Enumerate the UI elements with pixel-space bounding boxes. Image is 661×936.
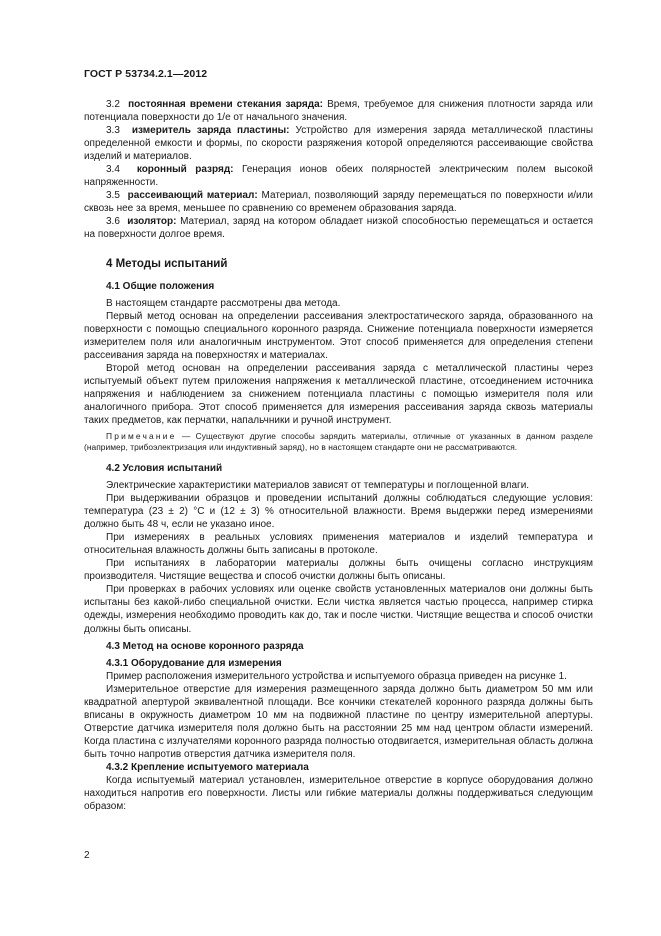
definition-3-2	[84, 98, 593, 124]
paragraph: В настоящем стандарте рассмотрены два метода.	[106, 297, 341, 309]
def-num: 3.4	[106, 164, 120, 176]
def-text: Устройство для измерения заряда металлической пластины определенной емкости и формы, по скорости разряжения которой определяются рассеивающие свойства изделий и материалов.	[84, 125, 594, 163]
section-4-2-title: 4.2 Условия испытаний	[106, 462, 223, 474]
def-num: 3.2	[106, 99, 120, 110]
def-num: 3.6	[106, 216, 120, 228]
section-4-1-title: 4.1 Общие положения	[106, 280, 215, 292]
def-term: рассеивающий материал:	[127, 190, 258, 202]
def-text: Генерация ионов обеих полярностей электрическим полем высокой напряженности.	[84, 164, 594, 189]
page-number: 2	[84, 850, 90, 861]
def-text: Время, требуемое для снижения плотности заряда или потенциала поверхности до 1/е от начального значения.	[84, 99, 594, 124]
def-term: изолятор:	[127, 216, 177, 228]
paragraph: Электрические характеристики материалов зависят от температуры и поглощенной влаги.	[106, 479, 530, 491]
paragraph: Второй метод основан на определении рассеивания заряда с металлической пластины через испытуемый объект путем приложения напряжения к металлической пластине, отсоединением источника напряжения и наблюдением за снижением потенциала пластины с помощью измерителя поля или аналогичного прибора. Этот способ применяется для измерения рассеивания заряда сквозь материалы таких предметов, как перчатки, напальчники и ручной инструмент.	[84, 362, 593, 426]
note	[84, 431, 593, 453]
standard-header: ГОСТ Р 53734.2.1—2012	[84, 68, 208, 80]
def-term: коронный разряд:	[136, 164, 234, 176]
note-text: — Существуют другие способы зарядить материалы, отличные от указанных в данном разделе (например, трибоэлектризация или индуктивный заряд), но в настоящем стандарте они не рассматриваются.	[84, 430, 593, 452]
paragraph: При проверках в рабочих условиях или оценке свойств установленных материалов они должны быть испытаны без какой-либо специальной очистки. Если чистка является частью процесса, например стирка одежды, измерения необходимо проводить как до, так и после чистки. Чистящие вещества и способ очистки должны быть описаны.	[84, 584, 593, 635]
section-4-3-1-title: 4.3.1 Оборудование для измерения	[106, 657, 282, 669]
section-4-3-title: 4.3 Метод на основе коронного разряда	[106, 640, 304, 652]
paragraph: Когда испытуемый материал установлен, измерительное отверстие в корпусе оборудования должно находиться напротив его поверхности. Листы или гибкие материалы должны поддерживаться следующим образом:	[84, 774, 593, 812]
definition-3-4	[84, 163, 593, 189]
paragraph: При испытаниях в лаборатории материалы должны быть очищены согласно инструкциям производителя. Чистящие вещества и способ очистки должны быть описаны.	[84, 558, 593, 583]
def-num: 3.5	[106, 190, 120, 202]
definition-3-5	[84, 189, 593, 215]
document-body	[84, 98, 593, 813]
definition-3-6	[84, 215, 593, 241]
paragraph: Измерительное отверстие для измерения размещенного заряда должно быть диаметром 50 мм или квадратной апертурой эквивалентной площади. Все кончики стекателей коронного разряда должны быть вписаны в окружность диаметром 10 мм на подвижной пластине по центру измерительной апертуры. Отверстие датчика измерителя поля должно быть на расстоянии 25 мм над центром области измерений. Когда пластина с излучателями коронного разряда полностью отодвигается, измерительная область должна быть точно напротив отверстия датчика измерителя поля.	[84, 683, 593, 760]
def-num: 3.3	[106, 125, 120, 137]
definition-3-3	[84, 124, 593, 163]
section-4-title: 4 Методы испытаний	[106, 257, 228, 270]
paragraph: Пример расположения измерительного устройства и испытуемого образца приведен на рисунке 1.	[106, 670, 567, 682]
def-text: Материал, позволяющий заряду перемещаться по поверхности и/или сквозь нее за время, меньшее по сравнению со временем образования заряда.	[84, 190, 593, 215]
section-4-3-2-title: 4.3.2 Крепление испытуемого материала	[106, 761, 309, 773]
def-term: измеритель заряда пластины:	[131, 125, 290, 137]
paragraph: Первый метод основан на определении рассеивания электростатического заряда, образованного на поверхности с помощью специального коронного разряда. Снижение потенциала поверхности измеряется измерителем поля или аналогичным инструментом. Этот способ применяется для определения степени рассеивания заряда на поверхностях и материалах.	[84, 310, 593, 361]
paragraph: При измерениях в реальных условиях применения материалов и изделий температура и относительная влажность должны быть записаны в протоколе.	[84, 532, 593, 557]
def-text: Материал, заряд на котором обладает низкой способностью перемещаться и остается на поверхности долгое время.	[84, 216, 593, 241]
paragraph: При выдерживании образцов и проведении испытаний должны соблюдаться следующие условия: температура (23 ± 2) °С и (12 ± 3) % относительной влажности. Время выдержки перед измерениями должно быть 48 ч, если не указано иное.	[84, 493, 593, 531]
def-term: постоянная времени стекания заряда:	[128, 99, 323, 110]
note-label: Примечание	[106, 430, 177, 441]
